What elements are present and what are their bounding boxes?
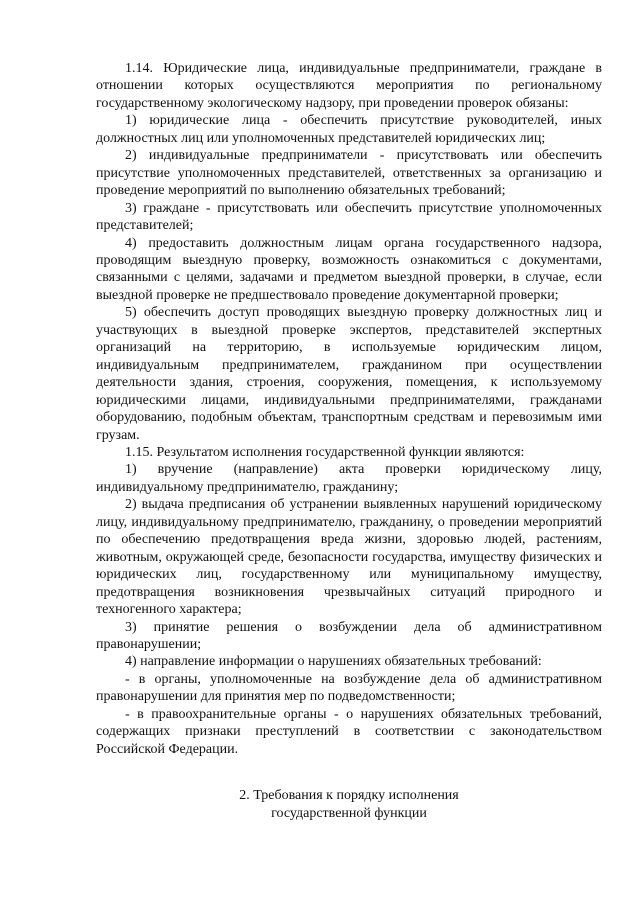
- paragraph-item-5: 5) обеспечить доступ проводящих выездную проверку должностных лиц и участвующих в выездной проверке экспертов, представителей экспертных организаций на территорию, в используемые юридическим лицом, индивидуальным предпринимателем, гражданином при осуществлении деятельности здания, строения, сооружения, помещения, к используемому юридическими лицами, индивидуальными предпринимателями, гражданами оборудованию, подобным объектам, транспортным средствам и перевозимым ими грузам.: [96, 305, 602, 443]
- result-subitem-law-enforcement: - в правоохранительные органы - о нарушениях обязательных требований, содержащих признаки преступлений в соответствии с законодательством Российской Федерации.: [96, 706, 602, 757]
- result-item-3: 3) принятие решения о возбуждении дела об административном правонарушении;: [96, 619, 602, 652]
- paragraph-item-1: 1) юридические лица - обеспечить присутствие руководителей, иных должностных лиц или уполномоченных представителей юридических лиц;: [96, 113, 602, 146]
- result-item-1: 1) вручение (направление) акта проверки юридическому лицу, индивидуальному предпринимателю, гражданину;: [96, 462, 602, 495]
- paragraph-1-15: 1.15. Результатом исполнения государственной функции являются:: [125, 444, 525, 460]
- section-heading: [96, 787, 602, 822]
- paragraph-item-4: 4) предоставить должностным лицам органа государственного надзора, проводящим выездную проверку, возможность ознакомиться с документами, связанными с целями, задачами и предметом выездной проверки, в случае, если выездной проверке не предшествовало проведение документарной проверки;: [96, 235, 602, 303]
- paragraph-item-2: 2) индивидуальные предприниматели - присутствовать или обеспечить присутствие уполномоченных представителей, ответственных за организацию и проведение мероприятий по выполнению обязательных требований;: [96, 148, 602, 199]
- section-heading-line-1: 2. Требования к порядку исполнения: [239, 788, 459, 804]
- paragraph-item-3: 3) граждане - присутствовать или обеспечить присутствие уполномоченных представителей;: [96, 200, 602, 234]
- result-item-4: 4) направление информации о нарушениях обязательных требований:: [125, 654, 542, 670]
- result-item-2: 2) выдача предписания об устранении выявленных нарушений юридическому лицу, индивидуальному предпринимателю, гражданину, о проведении мероприятий по обеспечению предотвращения вреда жизни, здоровью людей, растениям, животным, окружающей среде, безопасности государства, имуществу физических и юридических лиц, государственному или муниципальному имуществу, предотвращения возникновения чрезвычайных ситуаций природного и техногенного характера;: [96, 497, 602, 618]
- section-heading-line-2: государственной функции: [271, 805, 427, 821]
- result-subitem-authorities: - в органы, уполномоченные на возбуждение дела об административном правонарушении для принятия мер по подведомственности;: [96, 671, 602, 705]
- paragraph-1-14: 1.14. Юридические лица, индивидуальные предприниматели, граждане в отношении которых осуществляются мероприятия по региональному государственному экологическому надзору, при проведении проверок обязаны:: [96, 61, 602, 111]
